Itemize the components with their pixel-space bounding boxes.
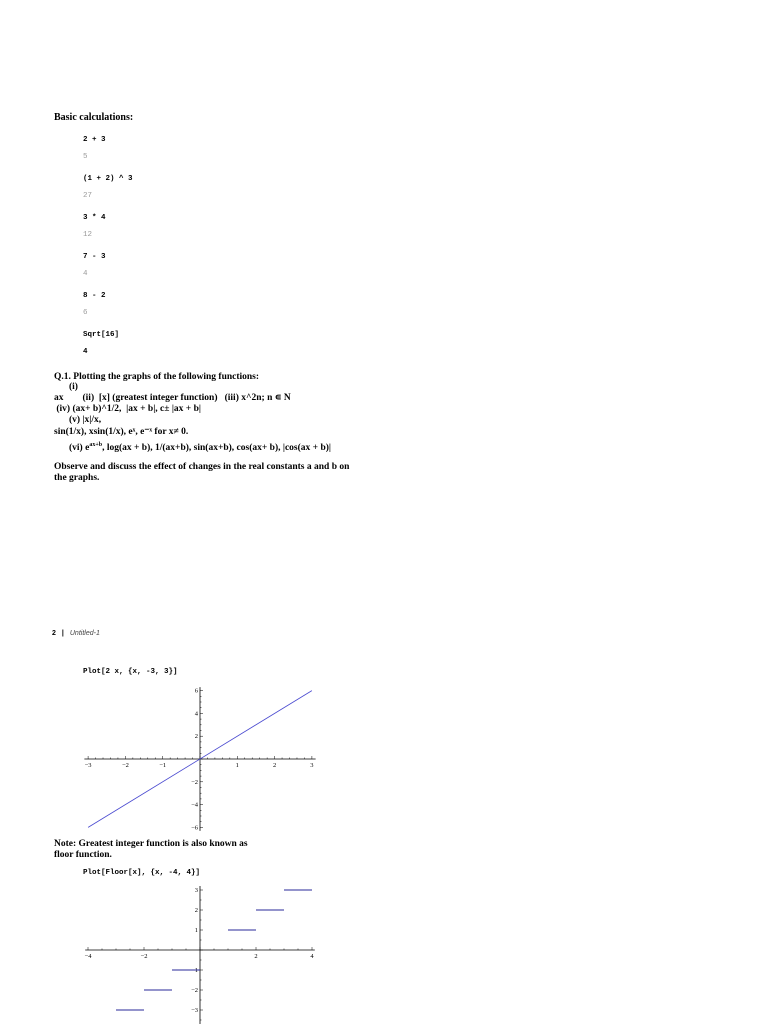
output-cell: 12 [83,231,93,239]
question-line-rest: , log(ax + b), 1/(ax+b), sin(ax+b), cos(ax+ b), |cos(ax + b)| [102,443,331,454]
x-tick-label: 4 [310,953,314,960]
y-tick-label: 4 [194,710,198,718]
y-tick-label: −2 [191,778,198,786]
input-cell[interactable]: 7 - 3 [83,253,106,261]
line-plot [80,684,320,834]
x-tick-label: −3 [84,762,92,769]
observe-text: the graphs. [54,473,100,483]
note-text: floor function. [54,850,112,860]
page-separator: | [61,630,64,637]
x-tick-label: 3 [310,762,314,769]
y-tick-label: 2 [194,907,198,914]
question-line-prefix: (vi) e [69,443,90,454]
page-number: 2 [52,630,56,637]
input-cell[interactable]: Sqrt[16] [83,331,120,339]
x-tick-label: 1 [235,762,239,769]
section-title-basic: Basic calculations: [54,112,134,123]
exponent: ax+b [89,442,103,448]
question-line: ax (ii) [x] (greatest integer function) (iii) x^2n; n ∊ N [54,393,291,403]
input-cell[interactable]: 2 + 3 [83,136,106,144]
plot-command[interactable]: Plot[2 x, {x, -3, 3}] [83,668,178,676]
y-tick-label: 6 [194,687,198,695]
x-tick-label: 2 [254,953,258,960]
observe-text: Observe and discuss the effect of changes in the real constants a and b on [54,462,350,472]
output-cell: 27 [83,192,93,200]
y-tick-label: −2 [191,987,198,994]
output-cell: 5 [83,153,88,161]
question-title: Q.1. Plotting the graphs of the following functions: [54,372,260,382]
y-tick-label: 1 [194,927,198,934]
y-tick-label: 2 [194,733,198,741]
y-tick-label: −6 [191,824,198,832]
y-tick-label: −3 [191,1007,198,1014]
question-line [69,440,331,454]
x-tick-label: −1 [159,762,167,769]
input-cell[interactable]: 3 * 4 [83,214,106,222]
x-tick-label: −2 [140,953,148,960]
input-cell[interactable]: (1 + 2) ^ 3 [83,175,133,183]
file-name: Untitled-1 [69,630,100,637]
x-tick-label: −2 [121,762,129,769]
question-line: (v) |x|/x, [69,415,102,425]
output-cell: 4 [83,348,88,356]
output-cell: 4 [83,270,88,278]
x-tick-label: −4 [84,953,92,960]
output-cell: 6 [83,309,88,317]
plot-command[interactable]: Plot[Floor[x], {x, -4, 4}] [83,869,201,877]
note-text: Note: Greatest integer function is also known as [54,839,248,849]
x-tick-label: 2 [272,762,277,769]
y-tick-label: 3 [194,887,198,894]
y-tick-label: −4 [191,801,198,809]
input-cell[interactable]: 8 - 2 [83,292,106,300]
question-line: (iv) (ax+ b)^1/2, |ax + b|, c± |ax + b| [54,404,201,414]
page-header [52,622,100,640]
question-line: sin(1/x), xsin(1/x), eˣ, e⁻ˣ for x≠ 0. [54,427,189,437]
question-line: (i) [69,382,78,392]
y-tick-label: −1 [191,967,198,974]
floor-plot [80,884,320,1024]
